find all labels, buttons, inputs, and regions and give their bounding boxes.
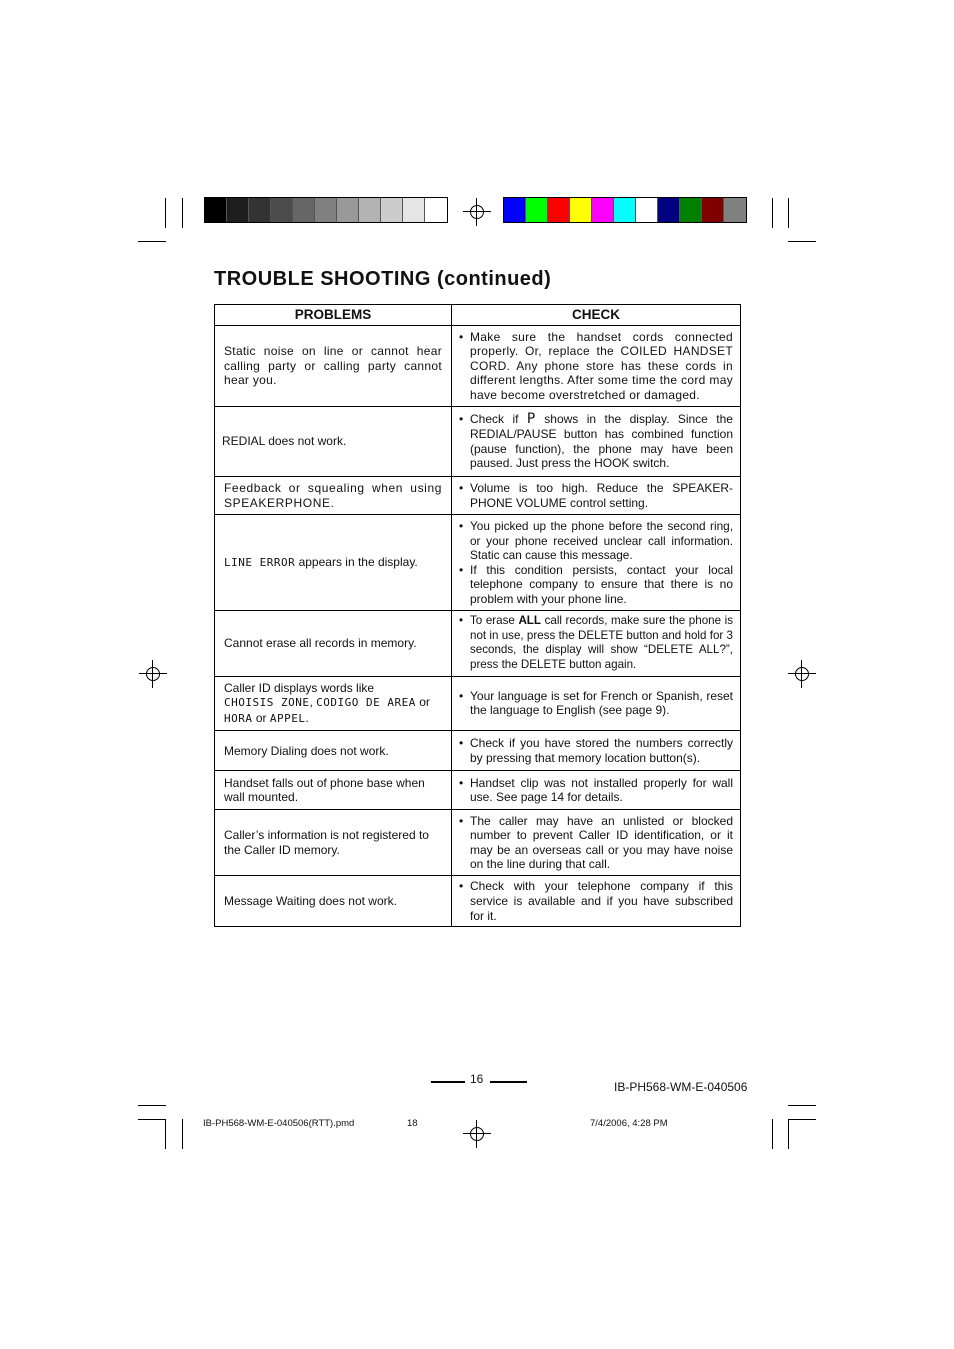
problem-text: REDIAL does not work. [222, 434, 347, 449]
crop-mark [788, 1119, 816, 1120]
problem-cell [215, 876, 452, 927]
page-number-rule [431, 1081, 465, 1083]
check-item: • The caller may have an unlisted or blocked number to prevent Caller ID identification, or it may be an overseas call or you may have noise on the line during that call. [459, 814, 733, 872]
check-item: • Handset clip was not installed properly for wall use. See page 14 for details. [459, 776, 733, 805]
color-swatch [702, 198, 724, 222]
conjunction: or [255, 710, 267, 725]
crop-mark [772, 198, 773, 228]
check-cell [452, 676, 741, 731]
check-cell [452, 810, 741, 876]
file-name: IB-PH568-WM-E-040506(RTT).pmd [203, 1118, 355, 1129]
color-swatch [636, 198, 658, 222]
crop-mark [788, 1119, 789, 1149]
check-item [459, 412, 733, 470]
check-text: To erase [470, 614, 515, 628]
color-swatch [271, 198, 293, 222]
check-cell [452, 731, 741, 771]
problem-cell [215, 611, 452, 676]
check-cell [452, 407, 741, 477]
crop-mark [788, 1105, 816, 1106]
lcd-message: CHOISIS ZONE [224, 696, 310, 710]
check-text: shows in the display. Since the REDIAL/PAUSE button has combined function (pause function), the phone may have been paused. Just press the HOOK switch. [470, 412, 733, 471]
header-check: CHECK [452, 305, 741, 326]
color-swatch [614, 198, 636, 222]
check-text: call records, make sure the phone is not in use, press the DELETE button and hold for 3 seconds, the display will show “DELETE ALL?”, press the DELETE button again. [470, 614, 733, 671]
color-swatch [425, 198, 447, 222]
check-item: • Volume is too high. Reduce the SPEAKER-PHONE VOLUME control setting. [459, 481, 733, 510]
color-swatch [526, 198, 548, 222]
registration-mark-icon [139, 660, 167, 688]
table-row [215, 810, 741, 876]
crop-mark [138, 1105, 166, 1106]
crop-mark [138, 1119, 166, 1120]
check-item: • Your language is set for French or Spanish, reset the language to English (see page 9). [459, 689, 733, 718]
problem-text: Message Waiting does not work. [224, 893, 397, 908]
crop-mark [788, 241, 816, 242]
color-swatch [658, 198, 680, 222]
color-swatch [403, 198, 425, 222]
color-swatch [570, 198, 592, 222]
table-row [215, 676, 741, 731]
problem-text: Static noise on line or cannot hear calling party or calling party cannot hear you. [224, 344, 442, 388]
document-code: IB-PH568-WM-E-040506 [614, 1080, 748, 1094]
table-row [215, 515, 741, 611]
registration-mark-icon [463, 198, 491, 226]
table-row [215, 326, 741, 407]
check-text: Check if [470, 412, 519, 427]
color-swatch [548, 198, 570, 222]
crop-mark [138, 241, 166, 242]
check-item: • Make sure the handset cords connected properly. Or, replace the COILED HANDSET CORD. Any phone store has these cords in different lengths. After some time the cord may have become overstretched or damaged. [459, 330, 733, 403]
check-cell [452, 326, 741, 407]
color-swatch [680, 198, 702, 222]
crop-mark [788, 198, 789, 228]
table-row [215, 407, 741, 477]
table-row [215, 771, 741, 810]
table-row [215, 477, 741, 515]
pause-symbol: P [526, 411, 536, 428]
check-item [459, 614, 733, 672]
page-number-rule [490, 1081, 527, 1083]
color-swatch [337, 198, 359, 222]
page-number: 16 [470, 1072, 484, 1086]
crop-mark [165, 198, 166, 228]
lcd-message: APPEL [269, 711, 306, 725]
color-swatch [227, 198, 249, 222]
gray-color-bar [204, 197, 448, 223]
table-row [215, 731, 741, 771]
lcd-message: HORA [224, 711, 253, 725]
problem-cell [215, 771, 452, 810]
check-cell [452, 611, 741, 676]
color-swatch [504, 198, 526, 222]
header-problems: PROBLEMS [215, 305, 452, 326]
problem-text [224, 555, 442, 571]
color-swatch [592, 198, 614, 222]
trouble-shooting-table [214, 304, 741, 927]
color-swatch [315, 198, 337, 222]
check-item: • Check with your telephone company if this service is available and if you have subscribed for it. [459, 879, 733, 923]
lcd-message: CODIGO DE AREA [316, 696, 416, 710]
color-calibration-bar [503, 197, 747, 223]
print-timestamp: 7/4/2006, 4:28 PM [590, 1118, 668, 1129]
problem-cell [215, 810, 452, 876]
check-item: • If this condition persists, contact your local telephone company to ensure that there is no problem with your phone line. [459, 563, 733, 607]
problem-cell [215, 731, 452, 771]
check-cell [452, 771, 741, 810]
problem-text: Handset falls out of phone base when wall mounted. [224, 775, 425, 805]
color-swatch [381, 198, 403, 222]
problem-text: Caller ID displays words like CHOISIS ZONE, CODIGO DE AREA or HORA or APPEL. [224, 680, 430, 725]
check-item: • Check if you have stored the numbers correctly by pressing that memory location button(s). [459, 736, 733, 765]
conjunction: or [419, 695, 430, 710]
color-swatch [205, 198, 227, 222]
problem-cell [215, 407, 452, 477]
check-cell [452, 876, 741, 927]
color-swatch [249, 198, 271, 222]
problem-text: Feedback or squealing when using SPEAKERPHONE. [224, 481, 442, 510]
crop-mark [165, 1119, 166, 1149]
problem-text: Memory Dialing does not work. [224, 743, 389, 758]
crop-mark [182, 198, 183, 228]
crop-mark [772, 1119, 773, 1149]
problem-cell [215, 326, 452, 407]
crop-mark [182, 1119, 183, 1149]
table-row [215, 611, 741, 676]
file-page: 18 [407, 1118, 418, 1129]
table-header [215, 305, 741, 326]
problem-text: Cannot erase all records in memory. [224, 636, 417, 651]
problem-text-part: appears in the display. [298, 554, 418, 569]
problem-text: Caller’s information is not registered to the Caller ID memory. [224, 828, 429, 857]
lcd-message: LINE ERROR [224, 555, 296, 569]
check-item: • You picked up the phone before the second ring, or your phone received unclear call information. Static can cause this message. [459, 519, 733, 563]
table-row [215, 876, 741, 927]
color-swatch [293, 198, 315, 222]
color-swatch [724, 198, 746, 222]
color-swatch [359, 198, 381, 222]
problem-text-part: Caller ID displays words like [224, 680, 375, 695]
page-title: TROUBLE SHOOTING (continued) [214, 268, 552, 290]
check-cell [452, 515, 741, 611]
problem-cell [215, 515, 452, 611]
registration-mark-icon [788, 660, 816, 688]
problem-cell [215, 477, 452, 515]
registration-mark-icon [463, 1120, 491, 1148]
check-bold-text: ALL [518, 614, 541, 628]
check-cell [452, 477, 741, 515]
problem-cell [215, 676, 452, 731]
